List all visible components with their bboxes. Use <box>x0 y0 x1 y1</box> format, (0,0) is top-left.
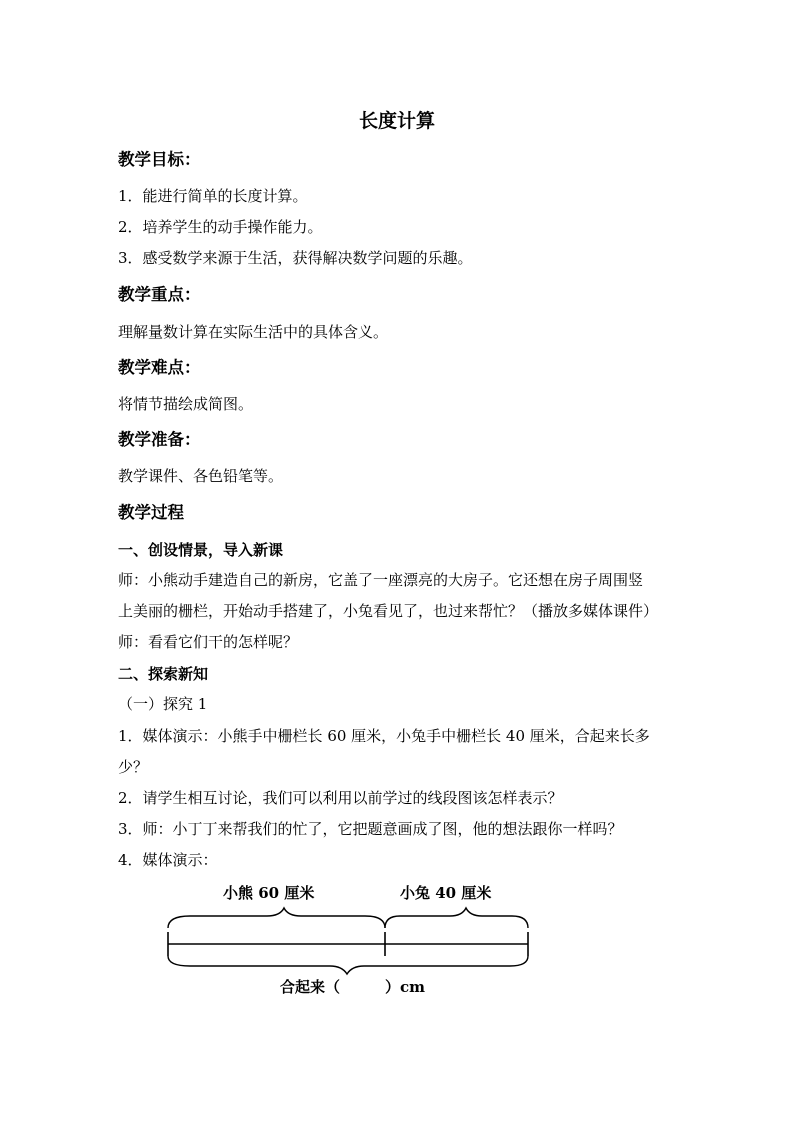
part1-paragraph-line-1: 师：小熊动手建造自己的新房，它盖了一座漂亮的大房子。它还想在房子周围竖 <box>118 571 644 589</box>
goals-heading: 教学目标： <box>118 150 201 169</box>
goal-item-2: 2．培养学生的动手操作能力。 <box>118 218 323 236</box>
difficulty-text: 将情节描绘成简图。 <box>118 395 254 413</box>
part2-heading: 二、探索新知 <box>118 665 209 683</box>
explore-1-label: （一）探究 1 <box>118 695 208 713</box>
step-1-line-1: 1．媒体演示：小熊手中栅栏长 60 厘米，小兔手中栅栏长 40 厘米，合起来长多 <box>118 727 650 745</box>
difficulty-heading: 教学难点： <box>118 358 201 377</box>
part1-heading: 一、创设情景，导入新课 <box>118 541 284 559</box>
step-2: 2．请学生相互讨论，我们可以利用以前学过的线段图该怎样表示？ <box>118 789 563 807</box>
total-length-label: 合起来（ ）cm <box>280 978 426 996</box>
step-4: 4．媒体演示： <box>118 851 218 869</box>
preparation-text: 教学课件、各色铅笔等。 <box>118 467 284 485</box>
key-points-text: 理解量数计算在实际生活中的具体含义。 <box>118 323 389 341</box>
goal-item-3: 3．感受数学来源于生活，获得解决数学问题的乐趣。 <box>118 249 473 267</box>
bear-top-brace <box>168 908 385 928</box>
page-title: 长度计算 <box>358 110 435 132</box>
goal-item-1: 1．能进行简单的长度计算。 <box>118 187 308 205</box>
process-heading: 教学过程 <box>118 503 184 522</box>
preparation-heading: 教学准备： <box>118 430 201 449</box>
step-3: 3．师：小丁丁来帮我们的忙了，它把题意画成了图，他的想法跟你一样吗？ <box>118 820 623 838</box>
rabbit-top-brace <box>385 908 528 928</box>
rabbit-length-label: 小兔 40 厘米 <box>400 884 492 902</box>
bear-length-label: 小熊 60 厘米 <box>223 884 315 902</box>
part1-paragraph-line-2: 上美丽的栅栏，开始动手搭建了，小兔看见了，也过来帮忙？（播放多媒体课件） <box>118 602 659 620</box>
step-1-line-2: 少？ <box>118 758 149 776</box>
part1-paragraph-line-3: 师：看看它们干的怎样呢？ <box>118 633 299 651</box>
key-points-heading: 教学重点： <box>118 285 201 304</box>
total-bottom-brace <box>168 956 528 974</box>
line-segment-diagram <box>150 870 550 1010</box>
